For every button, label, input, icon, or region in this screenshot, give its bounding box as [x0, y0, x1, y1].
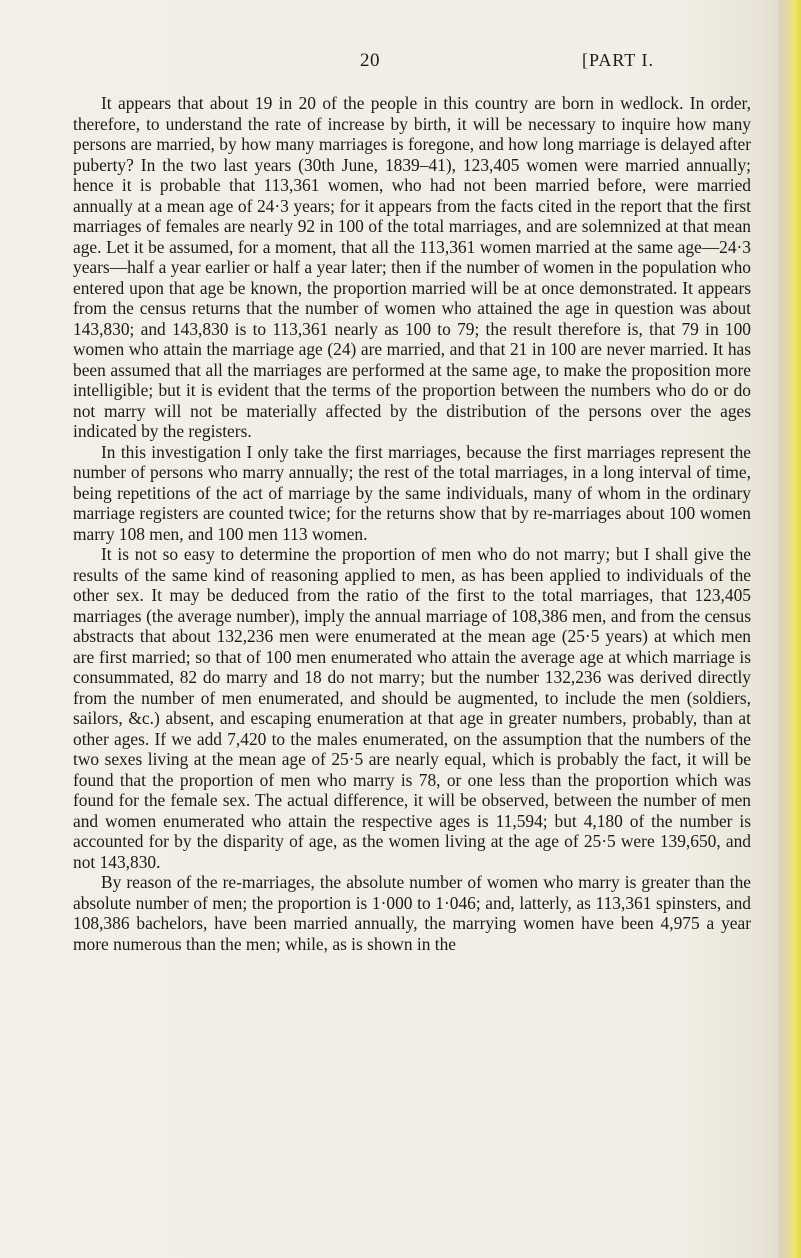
body-text — [73, 93, 751, 954]
paragraph: By reason of the re-marriages, the absolute number of women who marry is greater than the absolute number of men; the proportion is 1·000 to 1·046; and, latterly, as 113,361 spinsters, and 108,386 bachelors, have been married annually, the marrying women have been 4,975 a year more numerous than the men; while, as is shown in the — [73, 872, 751, 954]
page-header — [0, 50, 801, 76]
part-label: [PART I. — [582, 50, 654, 70]
paragraph: In this investigation I only take the first marriages, because the first marriages represent the number of persons who marry annually; the rest of the total marriages, in a long interval of time, being repetitions of the act of marriage by the same individuals, many of whom in the ordinary marriage registers are counted twice; for the returns show that by re-marriages about 100 women marry 108 men, and 100 men 113 women. — [73, 441, 751, 544]
paragraph: It appears that about 19 in 20 of the people in this country are born in wedlock. In order, therefore, to understand the rate of increase by birth, it will be necessary to inquire how many persons are married, by how many marriages is foregone, and how long marriage is delayed after puberty? In the two last years (30th June, 1839–41), 123,405 women were married annually; hence it is probable that 113,361 women, who had not been married before, were married annually at a mean age of 24·3 years; for it appears from the facts cited in the report that the first marriages of females are nearly 92 in 100 of the total marriages, and are solemnized at that mean age. Let it be assumed, for a moment, that all the 113,361 women married at the same age—24·3 years—half a year earlier or half a year later; then if the number of women in the population who entered upon that age be known, the proportion married will be at once demonstrated. It appears from the census returns that the number of women who attained the age in question was about 143,830; and 143,830 is to 113,361 nearly as 100 to 79; the result therefore is, that 79 in 100 women who attain the marriage age (24) are married, and that 21 in 100 are never married. It has been assumed that all the marriages are performed at the same age, to make the proposition more intelligible; but it is evident that the terms of the proportion between the numbers who do or do not marry will not be materially affected by the distribution of the persons over the ages indicated by the registers. — [73, 93, 751, 441]
page-number: 20 — [360, 50, 380, 71]
page-binding-edge — [779, 0, 801, 1258]
paragraph: It is not so easy to determine the proportion of men who do not marry; but I shall give the results of the same kind of reasoning applied to men, as has been applied to individuals of the other sex. It may be deduced from the ratio of the first to the total marriages, that 123,405 marriages (the average number), imply the annual marriage of 108,386 men, and from the census abstracts that about 132,236 men were enumerated at the mean age (25·5 years) at which men are first married; so that of 100 men enumerated who attain the average age at which marriage is consummated, 82 do marry and 18 do not marry; but the number 132,236 was derived directly from the number of men enumerated, and should be augmented, to include the men (soldiers, sailors, &c.) absent, and escaping enumeration at that age in greater numbers, probably, than at other ages. If we add 7,420 to the males enumerated, on the assumption that the numbers of the two sexes living at the mean age of 25·5 are nearly equal, which is probably the fact, it will be found that the proportion of men who marry is 78, or one less than the proportion which was found for the female sex. The actual difference, it will be observed, between the number of men and women enumerated who attain the respective ages is 11,594; but 4,180 of the number is accounted for by the disparity of age, as the women living at the age of 25·5 were 139,650, and not 143,830. — [73, 544, 751, 872]
